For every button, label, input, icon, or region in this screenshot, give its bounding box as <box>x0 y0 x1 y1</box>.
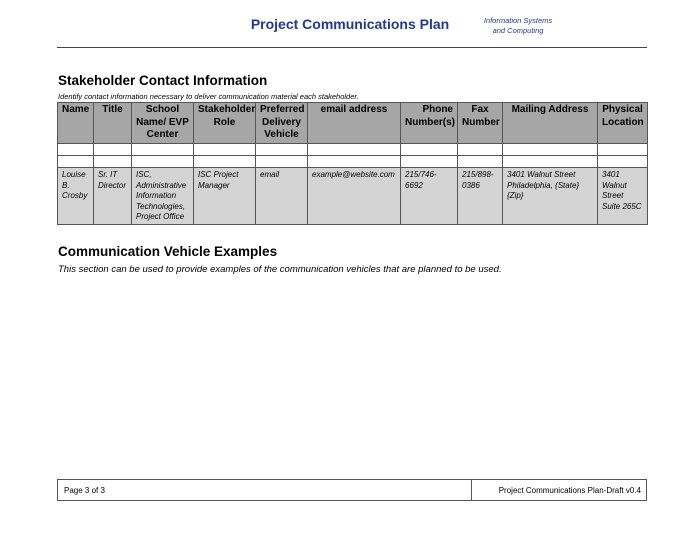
page-number: Page 3 of 3 <box>64 486 105 495</box>
page-footer <box>57 479 647 501</box>
communication-vehicle-heading: Communication Vehicle Examples <box>58 244 278 259</box>
column-header-delivery-vehicle: Preferred Delivery Vehicle <box>256 103 308 144</box>
column-header-physical-location: Physical Location <box>598 103 648 144</box>
cell-physical-location: 3401 Walnut Street Suite 265C <box>598 168 648 225</box>
table-row <box>58 168 648 225</box>
column-header-phone: Phone Number(s) <box>401 103 458 144</box>
communication-vehicle-description: This section can be used to provide examples of the communication vehicles that are planned to be used. <box>58 264 502 275</box>
cell-school: ISC, Administrative Information Technologies, Project Office <box>132 168 194 225</box>
cell-fax: 215/898-0386 <box>458 168 503 225</box>
cell-email: example@website.com <box>308 168 401 225</box>
column-header-school: School Name/ EVP Center <box>132 103 194 144</box>
cell-mailing-address: 3401 Walnut Street Philadelphia, {State} {Zip} <box>503 168 598 225</box>
header-divider <box>57 47 647 48</box>
organization-name <box>476 16 560 36</box>
table-header-row <box>58 103 648 144</box>
column-header-email: email address <box>308 103 401 144</box>
table-row-empty <box>58 156 648 168</box>
stakeholder-contact-heading: Stakeholder Contact Information <box>58 73 268 88</box>
cell-title: Sr. IT Director <box>94 168 132 225</box>
stakeholder-contact-intro: Identify contact information necessary to deliver communication material each stakeholder. <box>58 92 359 101</box>
column-header-name: Name <box>58 103 94 144</box>
cell-role: ISC Project Manager <box>194 168 256 225</box>
cell-name: Louise B. Crosby <box>58 168 94 225</box>
stakeholder-contact-table <box>57 102 648 225</box>
column-header-title: Title <box>94 103 132 144</box>
column-header-mailing-address: Mailing Address <box>503 103 598 144</box>
document-title: Project Communications Plan <box>250 16 450 32</box>
document-version: Project Communications Plan-Draft v0.4 <box>498 486 641 495</box>
organization-line-2: and Computing <box>492 26 544 35</box>
table-row-empty <box>58 144 648 156</box>
column-header-fax: Fax Number <box>458 103 503 144</box>
organization-line-1: Information Systems <box>483 16 553 25</box>
column-header-role: Stakeholder Role <box>194 103 256 144</box>
footer-divider <box>471 480 472 500</box>
cell-delivery-vehicle: email <box>256 168 308 225</box>
cell-phone: 215/746-6692 <box>401 168 458 225</box>
